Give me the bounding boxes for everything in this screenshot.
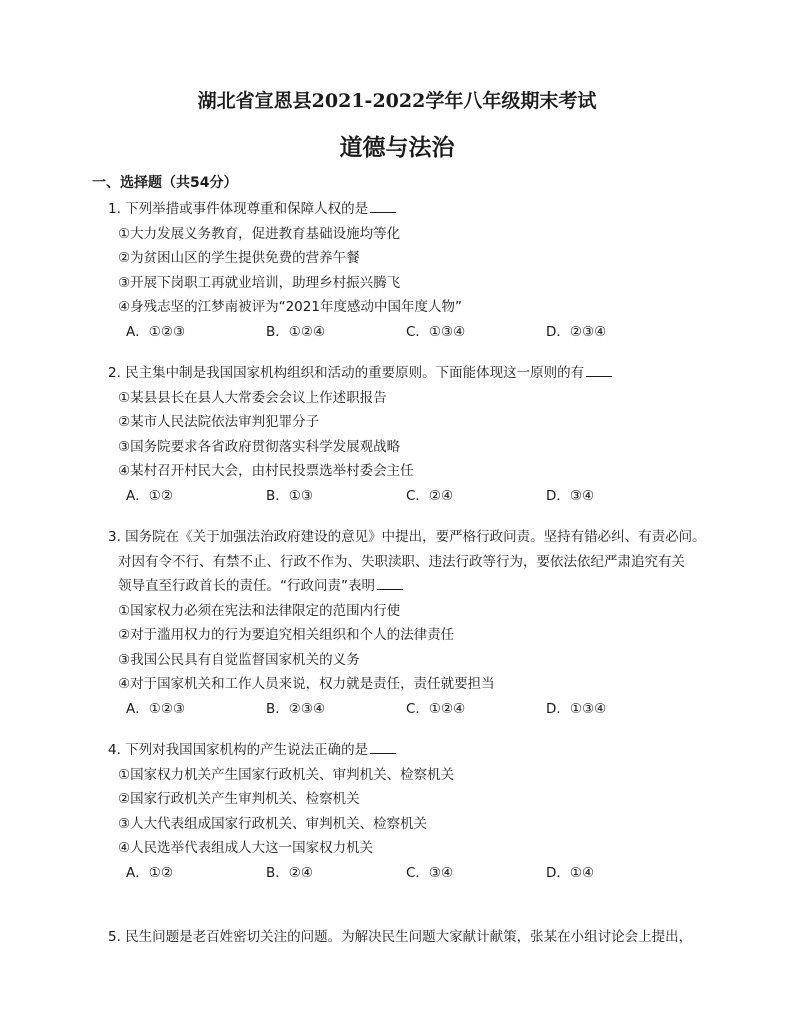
option-line: ②国家行政机关产生审判机关、检察机关 — [118, 791, 360, 807]
answer-choices — [108, 697, 748, 722]
question-4 — [108, 738, 748, 885]
question-stem-cont: 领导直至行政首长的责任。“行政问责”表明 — [108, 574, 748, 599]
answer-choices — [108, 320, 748, 345]
question-stem: 4. 下列对我国国家机构的产生说法正确的是 — [108, 738, 748, 763]
answer-blank — [586, 362, 612, 377]
option-line: ①国家权力机关产生国家行政机关、审判机关、检察机关 — [118, 766, 455, 783]
question-stem-cont: 对因有令不行、有禁不止、行政不作为、失职渎职、违法行政等行为，要依法依纪严肃追究有关 — [118, 553, 685, 570]
option-line: ④对于国家机关和工作人员来说，权力就是责任，责任就要担当 — [118, 676, 495, 692]
answer-blank — [370, 739, 396, 754]
question-stem: 3. 国务院在《关于加强法治政府建设的意见》中提出，要严格行政问责。坚持有错必纠、有责必问。 — [108, 529, 706, 545]
choice-d: D．②③④ — [546, 323, 607, 340]
option-line: ①大力发展义务教育，促进教育基础设施均等化 — [118, 225, 401, 242]
choice-c: C．①②④ — [406, 700, 466, 717]
question-stem: 5. 民生问题是老百姓密切关注的问题。为解决民生问题大家献计献策，张某在小组讨论会上提出， — [108, 929, 693, 945]
answer-blank — [370, 198, 396, 213]
option-line: ①国家权力必须在宪法和法律限定的范围内行使 — [118, 602, 401, 619]
choice-d: D．①③④ — [546, 700, 607, 717]
choice-b: B．②③④ — [266, 700, 326, 717]
answer-blank — [377, 575, 403, 590]
choice-d: D．①④ — [546, 864, 595, 881]
question-1 — [108, 197, 748, 344]
subject-title: 道德与法治 — [339, 135, 455, 161]
option-line: ④人民选举代表组成人大这一国家权力机关 — [118, 840, 374, 856]
section-heading: 一、选择题（共54分） — [92, 175, 238, 191]
option-line: ①某县县长在县人大常委会会议上作述职报告 — [118, 389, 387, 406]
choice-a: A．①② — [126, 487, 173, 504]
choice-a: A．①② — [126, 864, 173, 881]
answer-choices — [108, 484, 748, 509]
option-line: ②对于滥用权力的行为要追究相关组织和个人的法律责任 — [118, 627, 455, 643]
choice-c: C．③④ — [406, 864, 454, 881]
option-line: ③我国公民具有自觉监督国家机关的义务 — [118, 651, 360, 668]
option-line: ②某市人民法院依法审判犯罪分子 — [118, 414, 320, 430]
question-5 — [108, 925, 748, 950]
option-line: ②为贫困山区的学生提供免费的营养午餐 — [118, 250, 360, 266]
choice-a: A．①②③ — [126, 323, 186, 340]
answer-choices — [108, 861, 748, 886]
exam-title: 湖北省宣恩县2021-2022学年八年级期末考试 — [197, 90, 597, 112]
choice-a: A．①②③ — [126, 700, 186, 717]
question-stem: 2. 民主集中制是我国国家机构组织和活动的重要原则。下面能体现这一原则的有 — [108, 361, 748, 386]
option-line: ③国务院要求各省政府贯彻落实科学发展观战略 — [118, 438, 401, 455]
choice-b: B．②④ — [266, 864, 313, 881]
option-line: ③开展下岗职工再就业培训，助理乡村振兴腾飞 — [118, 274, 401, 291]
option-line: ④身残志坚的江梦南被评为“2021年度感动中国年度人物” — [118, 299, 462, 315]
option-line: ③人大代表组成国家行政机关、审判机关、检察机关 — [118, 815, 428, 832]
option-line: ④某村召开村民大会，由村民投票选举村委会主任 — [118, 463, 414, 479]
question-3 — [108, 525, 748, 721]
choice-b: B．①②④ — [266, 323, 326, 340]
choice-c: C．②④ — [406, 487, 454, 504]
choice-b: B．①③ — [266, 487, 313, 504]
choice-d: D．③④ — [546, 487, 595, 504]
question-2 — [108, 361, 748, 508]
question-stem: 1. 下列举措或事件体现尊重和保障人权的是 — [108, 197, 748, 222]
choice-c: C．①③④ — [406, 323, 466, 340]
